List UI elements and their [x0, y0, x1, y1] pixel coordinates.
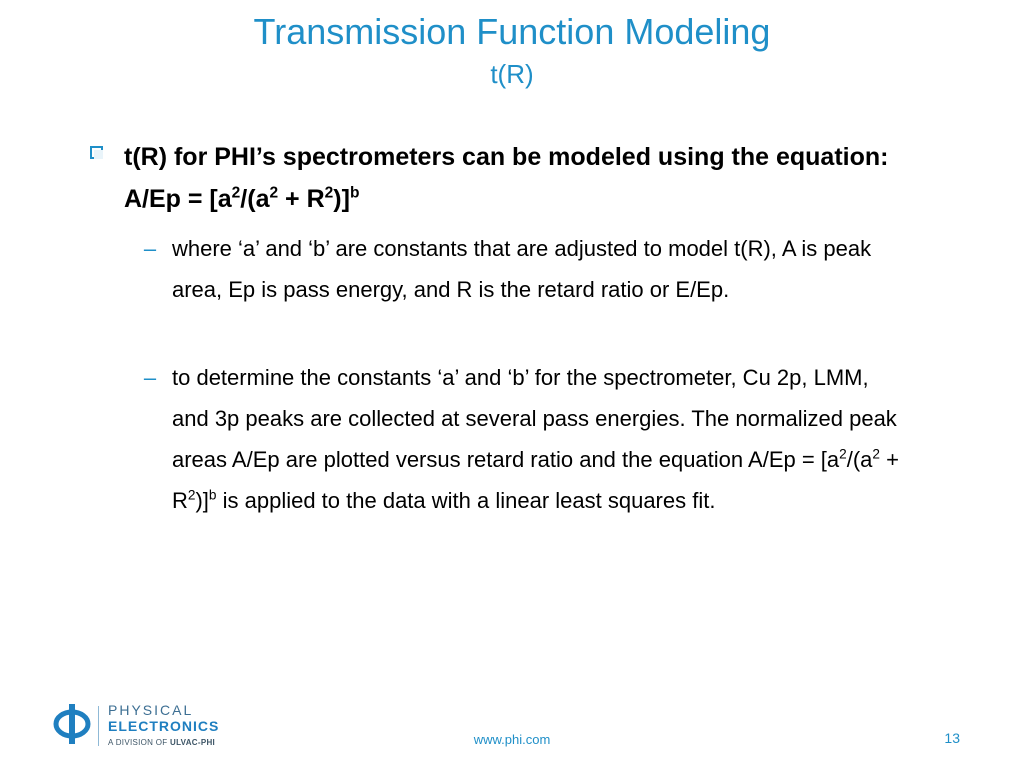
main-bullet-text: t(R) for PHI’s spectrometers can be modeled using the equation: $A/Ep = [a^2/(a^2 + R^2)]^b$: [124, 143, 889, 213]
page-number: 13: [944, 730, 960, 746]
sub-bullet-1-text: where ‘a’ and ‘b’ are constants that are adjusted to model t(R), A is peak area, Ep is pass energy, and R is the retard ratio or E/Ep.: [172, 236, 872, 302]
logo-text-electronics: ELECTRONICS: [108, 718, 220, 734]
slide-subtitle: t(R): [490, 59, 534, 89]
dash-bullet-icon: –: [143, 365, 157, 390]
sub-bullet-1: [140, 228, 900, 353]
slide-title: Transmission Function Modeling: [253, 11, 771, 52]
dash-bullet-icon: –: [143, 236, 157, 261]
footer-url: www.phi.com: [473, 732, 551, 747]
sub-bullet-2: [140, 357, 900, 567]
checkbox-square-icon: [90, 146, 103, 159]
sub-bullet-2-text: to determine the constants ‘a’ and ‘b’ for the spectrometer, Cu 2p, LMM, and 3p peaks are collected at several pass energies. The normalized peak areas A/Ep are plotted versus retard ratio and the equation $A/Ep = [a^2/(a^2 + R^2)]^b$ is applied to the data with a linear least squares fit.: [172, 365, 899, 513]
logo-text-physical: PHYSICAL: [108, 702, 194, 718]
logo-text-division: A DIVISION OF ULVAC-PHI: [108, 738, 216, 747]
